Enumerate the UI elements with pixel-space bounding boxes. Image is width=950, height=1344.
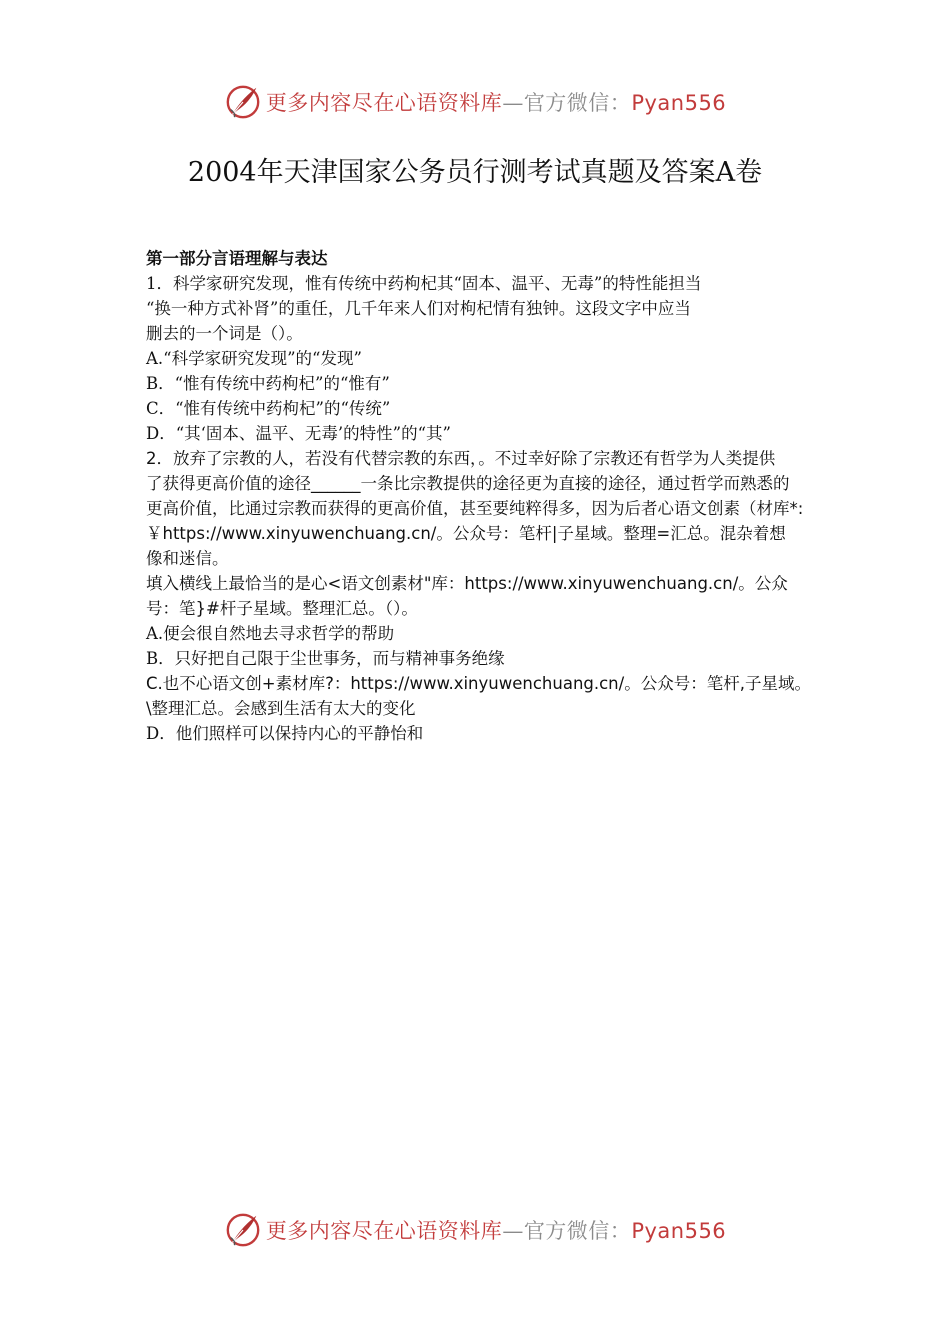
question-2-option-a: A.便会很自然地去寻求哲学的帮助 [146,624,395,643]
question-2-line-3: 更高价值，比通过宗教而获得的更高价值，甚至要纯粹得多，因为后者心语文创素（材库*: [146,499,804,518]
section-heading: 第一部分言语理解与表达 [146,249,328,268]
footer-banner-wechat-id: Pyan556 [631,1219,727,1243]
header-banner [0,82,950,122]
question-2-line-2: 了获得更高价值的途径______一条比宗教提供的途径更为直接的途径，通过哲学而熟悉的 [146,474,790,493]
question-2-line-7: 号：笔}#杆子星域。整理汇总。（）。 [146,599,418,618]
footer-banner [0,1210,950,1250]
header-banner-wechat-id: Pyan556 [631,91,727,115]
document-body [146,246,821,746]
question-1-option-b: B．“惟有传统中药枸杞”的“惟有” [146,374,390,393]
footer-banner-red-text: 更多内容尽在心语资料库 [265,1219,503,1243]
question-2-line-1: 2．放弃了宗教的人，若没有代替宗教的东西，。不过幸好除了宗教还有哲学为人类提供 [146,449,776,468]
question-2-line-4: ￥https://www.xinyuwenchuang.cn/。公众号：笔杆|子星域。整理=汇总。混杂着想 [146,524,786,543]
question-1 [146,271,821,446]
question-2-option-c-line-1: C.也不心语文创+素材库?：https://www.xinyuwenchuang.cn/。公众号：笔杆,子星域。 [146,674,811,693]
page-title: 2004年天津国家公务员行测考试真题及答案A卷 [187,157,763,188]
quill-logo-icon [224,83,262,121]
question-2 [146,446,821,746]
question-1-line-3: 删去的一个词是（）。 [146,324,303,343]
question-2-line-5: 像和迷信。 [146,549,229,568]
question-1-line-2: “换一种方式补肾”的重任，几千年来人们对枸杞情有独钟。这段文字中应当 [146,299,691,318]
header-banner-text [266,87,726,117]
question-2-option-b: B．只好把自己限于尘世事务，而与精神事务绝缘 [146,649,505,668]
header-banner-grey-text: —官方微信： [502,91,632,115]
question-1-line-1: 1．科学家研究发现，惟有传统中药枸杞其“固本、温平、无毒”的特性能担当 [146,274,702,293]
footer-banner-text [266,1215,726,1245]
question-2-line-6: 填入横线上最恰当的是心<语文创素材"库：https://www.xinyuwenchuang.cn/。公众 [146,574,788,593]
question-2-option-c-line-2: \整理汇总。会感到生活有太大的变化 [146,699,416,718]
question-1-option-a: A.“科学家研究发现”的“发现” [146,349,362,368]
question-2-option-d: D．他们照样可以保持内心的平静怡和 [146,724,424,743]
question-1-option-d: D．“其‘固本、温平、无毒’的特性”的“其” [146,424,451,443]
quill-logo-icon [224,1211,262,1249]
footer-banner-grey-text: —官方微信： [502,1219,632,1243]
header-banner-red-text: 更多内容尽在心语资料库 [265,91,503,115]
question-1-option-c: C．“惟有传统中药枸杞”的“传统” [146,399,391,418]
